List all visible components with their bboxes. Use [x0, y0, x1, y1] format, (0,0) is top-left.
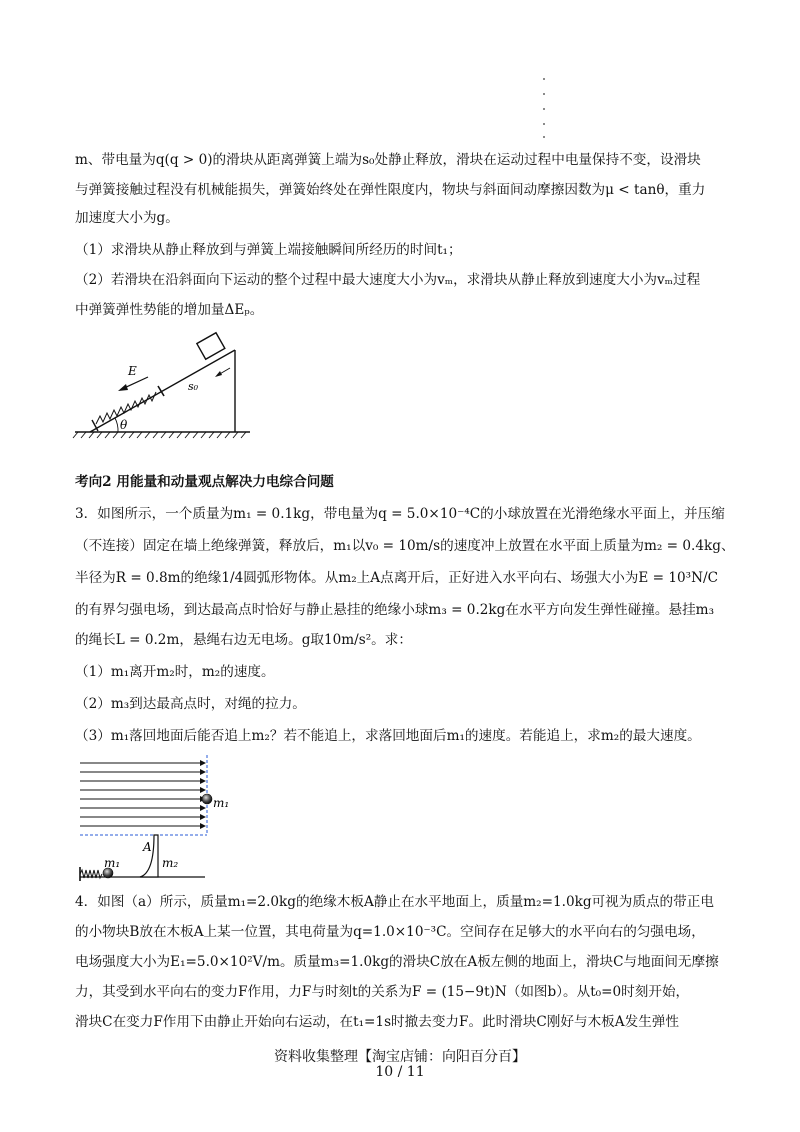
problem-4-line: 滑块C在变力F作用下由静止开始向右运动，在t₁=1s时撤去变力F。此时滑块C刚好与木板A发生弹性: [75, 1014, 679, 1030]
footer-shop: 资料收集整理【淘宝店铺：向阳百分百】: [274, 1049, 526, 1065]
question-2: （2）若滑块在沿斜面向下运动的整个过程中最大速度大小为vₘ，求滑块从静止释放到速度大小为vₘ过程: [75, 272, 701, 288]
m1-top-label: m₁: [213, 796, 230, 810]
problem-3-line: 的绳长L = 0.2m，悬绳右边无电场。g取10m/s²。求：: [75, 632, 412, 648]
problem-3-line: 的有界匀强电场，到达最高点时恰好与静止悬挂的绝缘小球m₃ = 0.2kg在水平方向发生弹性碰撞。悬挂m₃: [75, 602, 715, 618]
problem-3-question-2: （2）m₃到达最高点时，对绳的拉力。: [75, 696, 306, 712]
problem-3-line: 3．如图所示，一个质量为m₁ = 0.1kg，带电量为q = 5.0×10⁻⁴C的小球放置在光滑绝缘水平面上，并压缩: [75, 506, 725, 522]
theta-label: θ: [120, 418, 128, 432]
e-label: E: [128, 364, 137, 378]
page-number: 10 / 11: [375, 1064, 425, 1080]
margin-dots: [543, 78, 545, 138]
problem-text-line: m、带电量为q(q > 0)的滑块从距离弹簧上端为s₀处静止释放，滑块在运动过程中电量保持不变，设滑块: [75, 152, 701, 168]
question-1: （1）求滑块从静止释放到与弹簧上端接触瞬间所经历的时间t₁；: [75, 242, 462, 258]
incline-figure: [70, 330, 260, 440]
problem-text-line: 加速度大小为g。: [75, 210, 179, 226]
a-label: A: [143, 840, 152, 854]
m1-label: m₁: [104, 856, 121, 870]
problem-3-line: 半径为R = 0.8m的绝缘1/4圆弧形物体。从m₂上A点离开后，正好进入水平向右、场强大小为E = 10³N/C: [75, 570, 718, 586]
problem-4-line: 的小物块B放在木板A上某一位置，其电荷量为q=1.0×10⁻³C。空间存在足够大的水平向右的匀强电场，: [75, 924, 705, 940]
problem-4-line: 力，其受到水平向右的变力F作用，力F与时刻t的关系为F = (15−9t)N（如图b）。从t₀=0时刻开始，: [75, 984, 690, 1000]
m2-label: m₂: [162, 856, 179, 870]
problem-3-line: （不连接）固定在墙上绝缘弹簧，释放后，m₁以v₀ = 10m/s的速度冲上放置在水平面上质量为m₂ = 0.4kg、: [75, 538, 735, 554]
problem-4-line: 4．如图（a）所示，质量m₁=2.0kg的绝缘木板A静止在水平地面上，质量m₂=1.0kg可视为质点的带正电: [75, 894, 714, 910]
problem-text-line: 与弹簧接触过程没有机械能损失，弹簧始终处在弹性限度内，物块与斜面间动摩擦因数为μ < tanθ，重力: [75, 182, 706, 198]
section-heading: 考向2 用能量和动量观点解决力电综合问题: [75, 474, 334, 490]
field-figure: [70, 755, 250, 885]
s0-label: s₀: [188, 380, 199, 393]
problem-3-question-1: （1）m₁离开m₂时，m₂的速度。: [75, 664, 275, 680]
problem-4-line: 电场强度大小为E₁=5.0×10²V/m。质量m₃=1.0kg的滑块C放在A板左侧的地面上，滑块C与地面间无摩擦: [75, 954, 719, 970]
question-2-cont: 中弹簧弹性势能的增加量ΔEₚ。: [75, 302, 264, 318]
problem-3-question-3: （3）m₁落回地面后能否追上m₂？若不能追上，求落回地面后m₁的速度。若能追上，求m₂的最大速度。: [75, 728, 701, 744]
